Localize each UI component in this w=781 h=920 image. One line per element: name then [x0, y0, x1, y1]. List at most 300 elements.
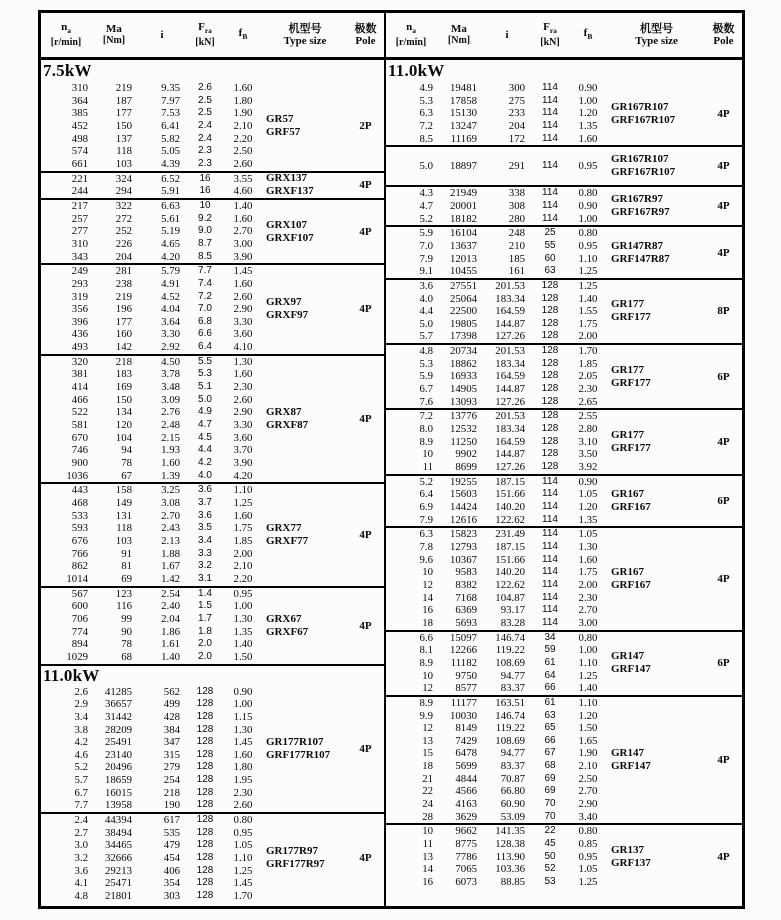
torque-cell: 281 — [115, 265, 132, 278]
ratio-cell: 187.15 — [495, 475, 525, 488]
radial-force-cell: 45 — [544, 838, 556, 850]
speed-cell: 7.8 — [419, 540, 433, 553]
speed-cell: 533 — [71, 509, 88, 522]
radial-force-cell: 63 — [544, 709, 556, 721]
pole-value: 4P — [717, 436, 730, 449]
service-factor-cell: 1.00 — [578, 644, 598, 657]
radial-force-cell: 3.6 — [198, 509, 212, 521]
service-factor-cell: 3.90 — [233, 457, 253, 470]
speed-cell: 774 — [71, 625, 88, 638]
speed-cell: 5.2 — [74, 761, 88, 774]
radial-force-cell: 128 — [196, 698, 214, 710]
service-factor-cell: 3.30 — [233, 419, 253, 432]
radial-force-cell: 2.3 — [198, 157, 212, 169]
torque-cell: 226 — [115, 237, 132, 250]
ratio-cell: 127.26 — [495, 461, 525, 474]
header-torque: Ma [Nm] — [102, 23, 126, 46]
torque-cell: 13958 — [105, 799, 132, 812]
radial-force-cell: 3.1 — [198, 572, 212, 584]
torque-cell: 15097 — [450, 631, 477, 644]
type-size-label: GR137 GRF137 — [611, 844, 651, 870]
service-factor-cell: 1.30 — [233, 723, 253, 736]
speed-cell: 746 — [71, 444, 88, 457]
service-factor-cell: 1.85 — [233, 534, 253, 547]
speed-cell: 11 — [422, 461, 433, 474]
radial-force-cell: 128 — [541, 423, 559, 435]
radial-force-cell: 114 — [542, 94, 558, 106]
radial-force-cell: 53 — [544, 876, 556, 888]
torque-cell: 11182 — [450, 656, 477, 669]
pole-value: 2P — [359, 120, 372, 133]
torque-cell: 94 — [121, 444, 132, 457]
ratio-cell: 535 — [163, 826, 180, 839]
torque-cell: 177 — [115, 107, 132, 120]
torque-cell: 16015 — [105, 786, 132, 799]
service-factor-cell: 1.40 — [578, 292, 598, 305]
speed-cell: 12 — [422, 578, 433, 591]
speed-cell: 24 — [422, 798, 433, 811]
torque-cell: 23140 — [105, 748, 132, 761]
service-factor-cell: 1.60 — [233, 277, 253, 290]
type-size-label: GRX87 GRXF87 — [266, 406, 309, 432]
speed-cell: 5.7 — [419, 330, 433, 343]
service-factor-cell: 1.60 — [578, 553, 598, 566]
ratio-cell: 1.39 — [161, 469, 180, 482]
service-factor-cell: 1.90 — [578, 747, 598, 760]
service-factor-cell: 1.75 — [578, 317, 598, 330]
spec-block — [386, 695, 742, 824]
torque-cell: 131 — [115, 509, 132, 522]
service-factor-cell: 0.80 — [578, 227, 598, 240]
torque-cell: 20001 — [450, 199, 477, 212]
ratio-cell: 83.37 — [500, 760, 525, 773]
spec-block — [386, 82, 742, 145]
service-factor-cell: 1.40 — [578, 682, 598, 695]
radial-force-cell: 67 — [544, 747, 556, 759]
speed-cell: 8.1 — [419, 644, 433, 657]
service-factor-cell: 1.40 — [233, 199, 253, 212]
radial-force-cell: 2.0 — [198, 650, 212, 662]
pole-value: 4P — [717, 107, 730, 120]
ratio-cell: 5.05 — [161, 145, 180, 158]
type-size-label: GRX107 GRXF107 — [266, 218, 314, 244]
speed-cell: 8.9 — [419, 696, 433, 709]
speed-cell: 900 — [71, 457, 88, 470]
ratio-cell: 172 — [508, 132, 525, 145]
ratio-cell: 161 — [508, 265, 525, 278]
radial-force-cell: 52 — [544, 863, 556, 875]
service-factor-cell: 2.00 — [578, 330, 598, 343]
radial-force-cell: 114 — [542, 540, 558, 552]
ratio-cell: 4.52 — [161, 290, 180, 303]
ratio-cell: 151.66 — [495, 488, 525, 501]
ratio-cell: 201.53 — [495, 279, 525, 292]
ratio-cell: 210 — [508, 239, 525, 252]
torque-cell: 38494 — [105, 826, 132, 839]
speed-cell — [386, 147, 436, 160]
table-left-column — [41, 13, 386, 906]
ratio-cell: 5.79 — [161, 265, 180, 278]
spec-block — [386, 408, 742, 473]
torque-cell: 22500 — [450, 305, 477, 318]
torque-cell: 20734 — [450, 345, 477, 358]
speed-cell: 7.2 — [419, 119, 433, 132]
radial-force-cell: 16 — [199, 185, 211, 197]
torque-cell: 29213 — [105, 864, 132, 877]
torque-cell: 8149 — [455, 722, 477, 735]
torque-cell: 150 — [115, 119, 132, 132]
torque-cell: 8699 — [455, 461, 477, 474]
type-size-label: GR167R107 GRF167R107 — [611, 153, 676, 179]
service-factor-cell: 2.05 — [578, 370, 598, 383]
radial-force-cell: 1.4 — [198, 587, 212, 599]
torque-cell: 169 — [115, 381, 132, 394]
service-factor-cell: 0.80 — [578, 631, 598, 644]
radial-force-cell: 128 — [541, 383, 559, 395]
speed-cell: 7.9 — [419, 252, 433, 265]
torque-cell: 10455 — [450, 265, 477, 278]
service-factor-cell: 2.90 — [233, 303, 253, 316]
ratio-cell: 233 — [508, 107, 525, 120]
torque-cell: 118 — [116, 145, 132, 158]
ratio-cell: 53.09 — [500, 810, 525, 823]
torque-cell: 13247 — [450, 119, 477, 132]
radial-force-cell: 2.6 — [198, 82, 212, 93]
radial-force-cell: 9.0 — [198, 225, 212, 237]
ratio-cell: 2.43 — [161, 522, 180, 535]
torque-cell: 69 — [121, 572, 132, 585]
speed-cell: 18 — [422, 760, 433, 773]
speed-cell: 5.9 — [419, 227, 433, 240]
service-factor-cell: 1.00 — [233, 698, 253, 711]
service-factor-cell: 2.30 — [578, 591, 598, 604]
ratio-cell: 140.20 — [495, 566, 525, 579]
speed-cell: 498 — [71, 132, 88, 145]
torque-cell: 91 — [121, 547, 132, 560]
speed-cell: 567 — [71, 587, 88, 600]
radial-force-cell: 128 — [196, 774, 214, 786]
ratio-cell: 164.59 — [495, 305, 525, 318]
service-factor-cell: 1.05 — [578, 488, 598, 501]
radial-force-cell: 2.4 — [198, 119, 212, 131]
torque-cell: 8382 — [455, 578, 477, 591]
ratio-cell: 5.19 — [161, 225, 180, 238]
service-factor-cell: 1.65 — [578, 734, 598, 747]
header-speed: $n_a$ [r/min] — [50, 20, 82, 49]
service-factor-cell: 1.60 — [233, 82, 253, 94]
speed-cell: 1014 — [66, 572, 88, 585]
speed-cell: 466 — [71, 393, 88, 406]
radial-force-cell: 6.8 — [198, 315, 212, 327]
service-factor-cell: 3.10 — [578, 435, 598, 448]
radial-force-cell: 114 — [542, 107, 558, 119]
radial-force-cell: 114 — [542, 578, 558, 590]
service-factor-cell: 1.70 — [578, 345, 598, 358]
service-factor-cell: 1.00 — [578, 94, 598, 107]
speed-cell: 10 — [422, 448, 433, 461]
speed-cell: 4.8 — [74, 890, 88, 903]
ratio-cell: 1.86 — [161, 625, 180, 638]
radial-force-cell: 5.5 — [198, 355, 212, 367]
radial-force-cell: 50 — [544, 850, 556, 862]
spec-block — [386, 823, 742, 888]
ratio-cell: 185 — [508, 252, 525, 265]
torque-cell: 68 — [121, 650, 132, 663]
speed-cell: 277 — [71, 225, 88, 238]
speed-cell: 5.3 — [419, 357, 433, 370]
ratio-cell: 146.74 — [495, 631, 525, 644]
header-service-factor: $f_B$ — [238, 26, 248, 42]
radial-force-cell: 16 — [199, 172, 211, 184]
speed-cell: 396 — [71, 315, 88, 328]
torque-cell: 12616 — [450, 513, 477, 526]
service-factor-cell: 1.50 — [233, 650, 253, 663]
torque-cell: 16104 — [450, 227, 477, 240]
torque-cell: 123 — [115, 587, 132, 600]
table-body-right — [386, 60, 742, 906]
torque-cell: 19481 — [450, 82, 477, 94]
speed-cell: 6.7 — [74, 786, 88, 799]
ratio-cell: 275 — [508, 94, 525, 107]
torque-cell: 187 — [115, 94, 132, 107]
torque-cell: 41285 — [105, 685, 132, 698]
service-factor-cell: 0.95 — [233, 826, 253, 839]
radial-force-cell — [532, 147, 568, 160]
speed-cell: 16 — [422, 876, 433, 889]
spec-block — [386, 225, 742, 278]
torque-cell: 21801 — [105, 890, 132, 903]
ratio-cell: 3.64 — [161, 315, 180, 328]
speed-cell: 8.5 — [419, 132, 433, 145]
speed-cell: 4.7 — [419, 199, 433, 212]
service-factor-cell: 1.00 — [578, 212, 598, 225]
radial-force-cell: 128 — [541, 435, 559, 447]
torque-cell: 150 — [115, 393, 132, 406]
ratio-cell: 122.62 — [495, 578, 525, 591]
service-factor-cell: 3.50 — [578, 448, 598, 461]
speed-cell: 385 — [71, 107, 88, 120]
radial-force-cell: 3.2 — [198, 560, 212, 572]
torque-cell: 8775 — [455, 838, 477, 851]
speed-cell: 364 — [71, 94, 88, 107]
radial-force-cell: 114 — [542, 528, 558, 540]
type-size-label: GR57 GRF57 — [266, 113, 301, 139]
radial-force-cell: 128 — [541, 448, 559, 460]
speed-cell: 7.2 — [419, 410, 433, 423]
radial-force-cell: 5.1 — [198, 381, 212, 393]
speed-cell: 3.2 — [74, 852, 88, 865]
ratio-cell: 4.20 — [161, 250, 180, 263]
torque-cell: 3629 — [455, 810, 477, 823]
radial-force-cell: 128 — [541, 330, 559, 342]
ratio-cell: 4.04 — [161, 303, 180, 316]
ratio-cell: 308 — [508, 199, 525, 212]
service-factor-cell: 1.60 — [233, 368, 253, 381]
spec-block — [41, 354, 384, 483]
section-title: 11.0kW — [41, 664, 384, 686]
service-factor-cell: 1.10 — [233, 852, 253, 865]
service-factor-cell: 1.30 — [233, 612, 253, 625]
speed-cell: 3.4 — [74, 710, 88, 723]
speed-cell: 8.0 — [419, 423, 433, 436]
speed-cell: 28 — [422, 810, 433, 823]
torque-cell: 120 — [115, 419, 132, 432]
ratio-cell: 141.35 — [495, 825, 525, 838]
radial-force-cell: 4.9 — [198, 406, 212, 418]
service-factor-cell: 2.50 — [578, 772, 598, 785]
ratio-cell: 113.90 — [495, 850, 525, 863]
ratio-cell: 128.38 — [495, 838, 525, 851]
service-factor-cell: 1.45 — [233, 265, 253, 278]
pole-value: 4P — [717, 851, 730, 864]
torque-cell: 21949 — [450, 187, 477, 200]
spec-block — [41, 482, 384, 585]
speed-cell: 3.0 — [74, 839, 88, 852]
torque-cell: 183 — [115, 368, 132, 381]
torque-cell: 4844 — [455, 772, 477, 785]
ratio-cell: 183.34 — [495, 357, 525, 370]
ratio-cell: 103.36 — [495, 863, 525, 876]
radial-force-cell: 114 — [542, 553, 558, 565]
radial-force-cell: 69 — [544, 772, 556, 784]
torque-cell: 25064 — [450, 292, 477, 305]
header-torque: Ma [Nm] — [447, 23, 471, 46]
service-factor-cell: 1.10 — [233, 484, 253, 497]
speed-cell: 468 — [71, 497, 88, 509]
pole-value: 4P — [717, 246, 730, 259]
radial-force-cell: 3.3 — [198, 547, 212, 559]
service-factor-cell: 2.20 — [233, 572, 253, 585]
radial-force-cell: 1.8 — [198, 625, 212, 637]
speed-cell: 4.4 — [419, 305, 433, 318]
service-factor-cell: 1.35 — [578, 119, 598, 132]
speed-cell: 4.0 — [419, 292, 433, 305]
speed-cell: 5.2 — [419, 475, 433, 488]
radial-force-cell: 66 — [544, 734, 556, 746]
speed-cell: 11 — [422, 838, 433, 851]
radial-force-cell: 64 — [544, 669, 556, 681]
ratio-cell: 9.35 — [161, 82, 180, 94]
type-size-label: GRX77 GRXF77 — [266, 521, 309, 547]
torque-cell: 13776 — [450, 410, 477, 423]
speed-cell: 13 — [422, 734, 433, 747]
torque-cell: 31442 — [105, 710, 132, 723]
ratio-cell: 108.69 — [495, 734, 525, 747]
service-factor-cell: 1.75 — [233, 522, 253, 535]
radial-force-cell: 5.0 — [198, 393, 212, 405]
ratio-cell: 88.85 — [500, 876, 525, 889]
service-factor-cell: 3.30 — [233, 315, 253, 328]
speed-cell: 5.7 — [74, 774, 88, 787]
header-speed: $n_a$ [r/min] — [395, 20, 427, 49]
ratio-cell: 1.88 — [161, 547, 180, 560]
speed-cell: 21 — [422, 772, 433, 785]
torque-cell: 28209 — [105, 723, 132, 736]
radial-force-cell: 59 — [544, 644, 556, 656]
ratio-cell: 499 — [163, 698, 180, 711]
radial-force-cell: 128 — [196, 864, 214, 876]
speed-cell: 661 — [71, 157, 88, 170]
torque-cell: 12013 — [450, 252, 477, 265]
speed-cell: 6.3 — [419, 528, 433, 541]
speed-cell: 8.9 — [419, 435, 433, 448]
torque-cell: 6478 — [455, 747, 477, 760]
speed-cell: 5.9 — [419, 370, 433, 383]
ratio-cell: 2.76 — [161, 406, 180, 419]
torque-cell: 18897 — [450, 159, 477, 172]
ratio-cell: 104.87 — [495, 591, 525, 604]
speed-cell: 9.6 — [419, 553, 433, 566]
ratio-cell: 2.04 — [161, 612, 180, 625]
spec-block — [386, 145, 742, 185]
speed-cell: 9.1 — [419, 265, 433, 278]
torque-cell: 18862 — [450, 357, 477, 370]
radial-force-cell: 8.7 — [198, 237, 212, 249]
service-factor-cell: 1.30 — [578, 540, 598, 553]
speed-cell: 436 — [71, 328, 88, 341]
ratio-cell: 5.91 — [161, 185, 180, 198]
gearmotor-spec-table — [38, 10, 745, 909]
spec-block — [41, 686, 384, 813]
spec-block — [41, 812, 384, 903]
service-factor-cell: 3.60 — [233, 328, 253, 341]
ratio-cell: 7.97 — [161, 94, 180, 107]
torque-cell: 9662 — [455, 825, 477, 838]
service-factor-cell: 2.60 — [233, 393, 253, 406]
speed-cell: 6.7 — [419, 383, 433, 396]
radial-force-cell: 128 — [541, 292, 559, 304]
speed-cell: 593 — [71, 522, 88, 535]
ratio-cell: 2.40 — [161, 600, 180, 613]
ratio-cell: 300 — [508, 82, 525, 94]
speed-cell: 2.7 — [74, 826, 88, 839]
ratio-cell: 279 — [163, 761, 180, 774]
service-factor-cell: 1.50 — [578, 722, 598, 735]
radial-force-cell: 22 — [544, 825, 556, 837]
type-size-label: GRX97 GRXF97 — [266, 296, 309, 322]
radial-force-cell: 3.5 — [198, 522, 212, 534]
speed-cell: 343 — [71, 250, 88, 263]
header-type-size: 机型号 Type size — [635, 23, 678, 47]
speed-cell: 12 — [422, 722, 433, 735]
service-factor-cell: 1.00 — [233, 600, 253, 613]
service-factor-cell: 1.40 — [233, 638, 253, 651]
radial-force-cell: 7.4 — [198, 277, 212, 289]
torque-cell: 19805 — [450, 317, 477, 330]
radial-force-cell: 114 — [542, 591, 558, 603]
torque-cell: 25471 — [105, 877, 132, 890]
header-pole: 极数 Pole — [712, 23, 735, 47]
service-factor-cell: 2.70 — [578, 604, 598, 617]
speed-cell: 22 — [422, 785, 433, 798]
pole-value: 6P — [717, 657, 730, 670]
service-factor-cell: 3.90 — [233, 250, 253, 263]
service-factor-cell: 1.25 — [578, 279, 598, 292]
ratio-cell: 83.28 — [500, 616, 525, 629]
table-body-left — [41, 60, 384, 906]
torque-cell: 11177 — [450, 696, 477, 709]
speed-cell: 706 — [71, 612, 88, 625]
speed-cell: 249 — [71, 265, 88, 278]
service-factor-cell: 2.10 — [233, 560, 253, 573]
service-factor-cell: 2.10 — [578, 760, 598, 773]
torque-cell: 103 — [115, 534, 132, 547]
speed-cell: 7.6 — [419, 395, 433, 408]
ratio-cell: 201.53 — [495, 410, 525, 423]
ratio-cell: 3.48 — [161, 381, 180, 394]
speed-cell: 15 — [422, 747, 433, 760]
ratio-cell: 406 — [163, 864, 180, 877]
